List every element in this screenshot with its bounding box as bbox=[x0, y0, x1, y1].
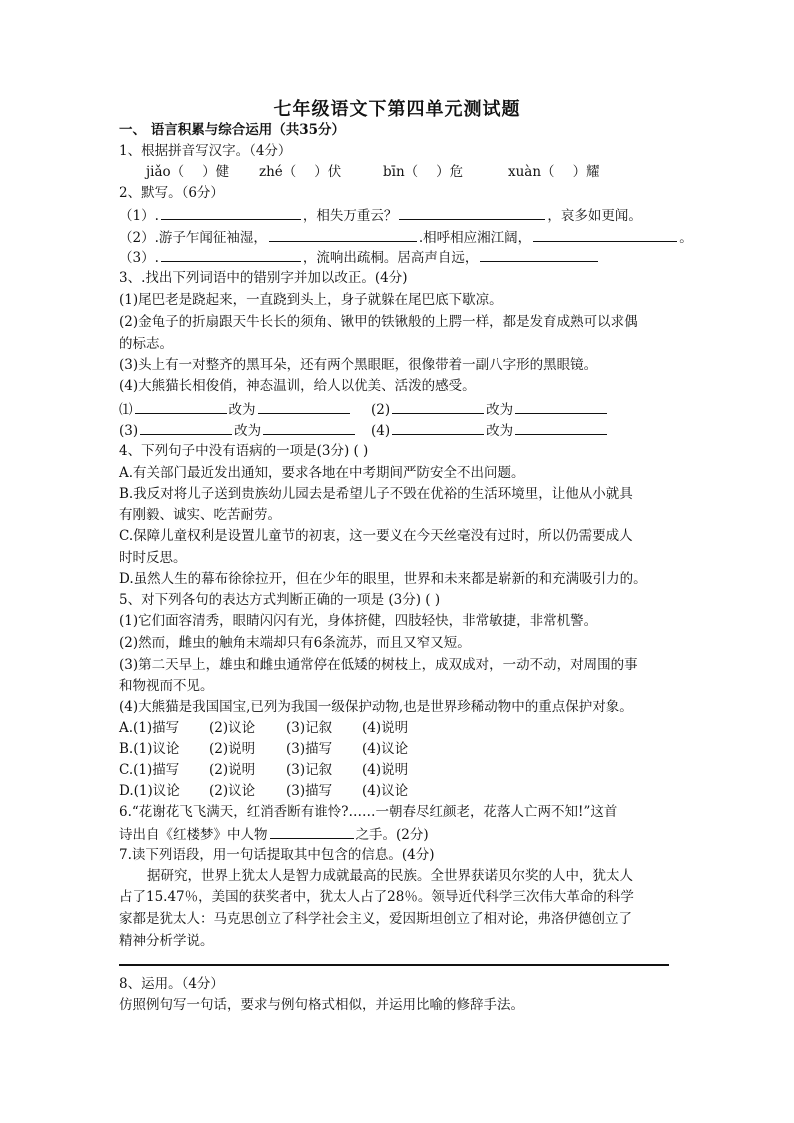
q7-passage: 据研究，世界上犹太人是智力成就最高的民族。全世界获诺贝尔奖的人中，犹太人 bbox=[147, 868, 633, 884]
q5-heading: 5、对下列各句的表达方式判断正确的一项是 (3分) ( ) bbox=[119, 592, 441, 608]
q5-option: D.(1)议论 bbox=[119, 783, 180, 799]
q2-line-3: （3）. ，流响出疏桐。居高声自远， bbox=[119, 247, 600, 268]
q3-sentence: 的标志。 bbox=[119, 336, 173, 352]
q5-sentence: (2)然而，雌虫的触角末端却只有6条流苏，而且又窄又短。 bbox=[119, 635, 471, 651]
q3-sentence: (1)尾巴老是跷起来，一直跷到头上，身子就躲在尾巴底下歇凉。 bbox=[119, 292, 503, 308]
answer-blank[interactable] bbox=[480, 247, 598, 262]
pinyin-item: jiǎo（ ）健 bbox=[146, 164, 230, 180]
q5-option: (3)描写 bbox=[286, 741, 333, 757]
answer-blank[interactable] bbox=[258, 399, 350, 414]
q2-line-1: （1）. ，相失万重云？ ，哀多如更闻。 bbox=[119, 205, 642, 226]
q5-option: (2)说明 bbox=[209, 762, 256, 778]
q5-sentence: 和物视而不见。 bbox=[119, 678, 214, 694]
pinyin-item: zhé（ ）伏 bbox=[259, 164, 342, 180]
q5-option: C.(1)描写 bbox=[119, 762, 180, 778]
q5-option: B.(1)议论 bbox=[119, 741, 180, 757]
q5-option: (2)议论 bbox=[209, 783, 256, 799]
answer-blank[interactable] bbox=[515, 399, 607, 414]
q5-sentence: (4)大熊猫是我国国宝,已列为我国一级保护动物,也是世界珍稀动物中的重点保护对象。 bbox=[119, 699, 633, 715]
q7-passage: 精神分析学说。 bbox=[119, 933, 214, 949]
q4-option-c: C.保障儿童权利是设置儿童节的初衷，这一要义在今天丝毫没有过时，所以仍需要成人 bbox=[119, 528, 633, 544]
q4-option-b: 有刚毅、诚实、吃苦耐劳。 bbox=[119, 507, 281, 523]
q5-sentence: (1)它们面容清秀，眼睛闪闪有光，身体挤健，四肢轻快，非常敏捷，非常机警。 bbox=[119, 613, 598, 629]
q5-option: (4)说明 bbox=[362, 762, 409, 778]
answer-blank[interactable] bbox=[270, 824, 354, 839]
answer-blank[interactable] bbox=[533, 227, 677, 242]
q5-option: (2)议论 bbox=[209, 720, 256, 736]
q5-option: (4)议论 bbox=[362, 783, 409, 799]
q5-option: (4)议论 bbox=[362, 741, 409, 757]
q6-question: 诗出自《红楼梦》中人物 之手。(2分) bbox=[119, 824, 429, 845]
correction-row: (2) 改为 bbox=[371, 399, 609, 420]
answer-blank[interactable] bbox=[135, 399, 227, 414]
q5-option: (3)记叙 bbox=[286, 762, 333, 778]
answer-blank[interactable] bbox=[269, 227, 417, 242]
q4-option-b: B.我反对将儿子送到贵族幼儿园去是希望儿子不毁在优裕的生活环境里，让他从小就具 bbox=[119, 486, 633, 502]
q8-heading: 8、运用。（4分） bbox=[119, 976, 224, 992]
section-heading: 一、 语言积累与综合运用（共35分） bbox=[119, 122, 345, 138]
q5-option: (2)说明 bbox=[209, 741, 256, 757]
answer-blank[interactable] bbox=[161, 247, 301, 262]
q5-option: A.(1)描写 bbox=[119, 720, 180, 736]
q4-option-d: D.虽然人生的幕布徐徐拉开，但在少年的眼里，世界和未来都是崭新的和充满吸引力的。 bbox=[119, 571, 647, 587]
answer-blank[interactable] bbox=[392, 399, 484, 414]
correction-row: ⑴ 改为 bbox=[119, 399, 352, 420]
q5-sentence: (3)第二天早上，雄虫和雌虫通常停在低矮的树枝上，成双成对，一动不动，对周围的事 bbox=[119, 657, 638, 673]
q6-question: 6.“花谢花飞飞满天，红消香断有谁怜?……一朝春尽红颜老，花落人亡两不知!”这首 bbox=[119, 804, 618, 820]
q3-sentence: (4)大熊猫长相俊俏，神态温训，给人以优美、活泼的感受。 bbox=[119, 378, 476, 394]
q5-option: (3)记叙 bbox=[286, 720, 333, 736]
q7-passage: 家都是犹太人：马克思创立了科学社会主义，爱因斯坦创立了相对论，弗洛伊德创立了 bbox=[119, 911, 632, 927]
q5-option: (3)描写 bbox=[286, 783, 333, 799]
q7-heading: 7.读下列语段，用一句话提取其中包含的信息。(4分) bbox=[119, 847, 435, 863]
q1-heading: 1、根据拼音写汉字。（4分） bbox=[119, 143, 292, 159]
answer-blank[interactable] bbox=[263, 420, 355, 435]
answer-blank[interactable] bbox=[161, 205, 301, 220]
answer-line[interactable] bbox=[119, 964, 669, 966]
answer-blank[interactable] bbox=[399, 205, 545, 220]
page-title: 七年级语文下第四单元测试题 bbox=[273, 99, 521, 120]
q7-passage: 占了15.47％，美国的获奖者中，犹太人占了28％。领导近代科学三次伟大革命的科学 bbox=[119, 889, 634, 905]
q8-instruction: 仿照例句写一句话，要求与例句格式相似，并运用比喻的修辞手法。 bbox=[119, 997, 524, 1013]
pinyin-item: xuàn（ ）耀 bbox=[508, 164, 600, 180]
pinyin-item: bīn（ ）危 bbox=[383, 164, 464, 180]
q3-sentence: (3)头上有一对整齐的黑耳朵，还有两个黑眼眶，很像带着一副八字形的黑眼镜。 bbox=[119, 357, 598, 373]
q3-sentence: (2)金龟子的折扇跟天牛长长的须角、锹甲的铁锹般的上腭一样，都是发育成熟可以求偶 bbox=[119, 314, 638, 330]
correction-row: (4) 改为 bbox=[371, 420, 609, 441]
answer-blank[interactable] bbox=[392, 420, 484, 435]
q4-heading: 4、下列句子中没有语病的一项是(3分) ( ) bbox=[119, 443, 369, 459]
q5-option: (4)说明 bbox=[362, 720, 409, 736]
correction-row: (3) 改为 bbox=[119, 420, 357, 441]
answer-blank[interactable] bbox=[140, 420, 232, 435]
q4-option-c: 时时反思。 bbox=[119, 550, 187, 566]
q4-option-a: A.有关部门最近发出通知，要求各地在中考期间严防安全不出问题。 bbox=[119, 465, 525, 481]
q3-heading: 3、.找出下列词语中的错别字并加以改正。(4分) bbox=[119, 270, 408, 286]
q2-heading: 2、默写。（6分） bbox=[119, 185, 224, 201]
answer-blank[interactable] bbox=[515, 420, 607, 435]
q2-line-2: （2）.游子乍闻征袖湿， .相呼相应湘江阔， 。 bbox=[119, 227, 693, 248]
